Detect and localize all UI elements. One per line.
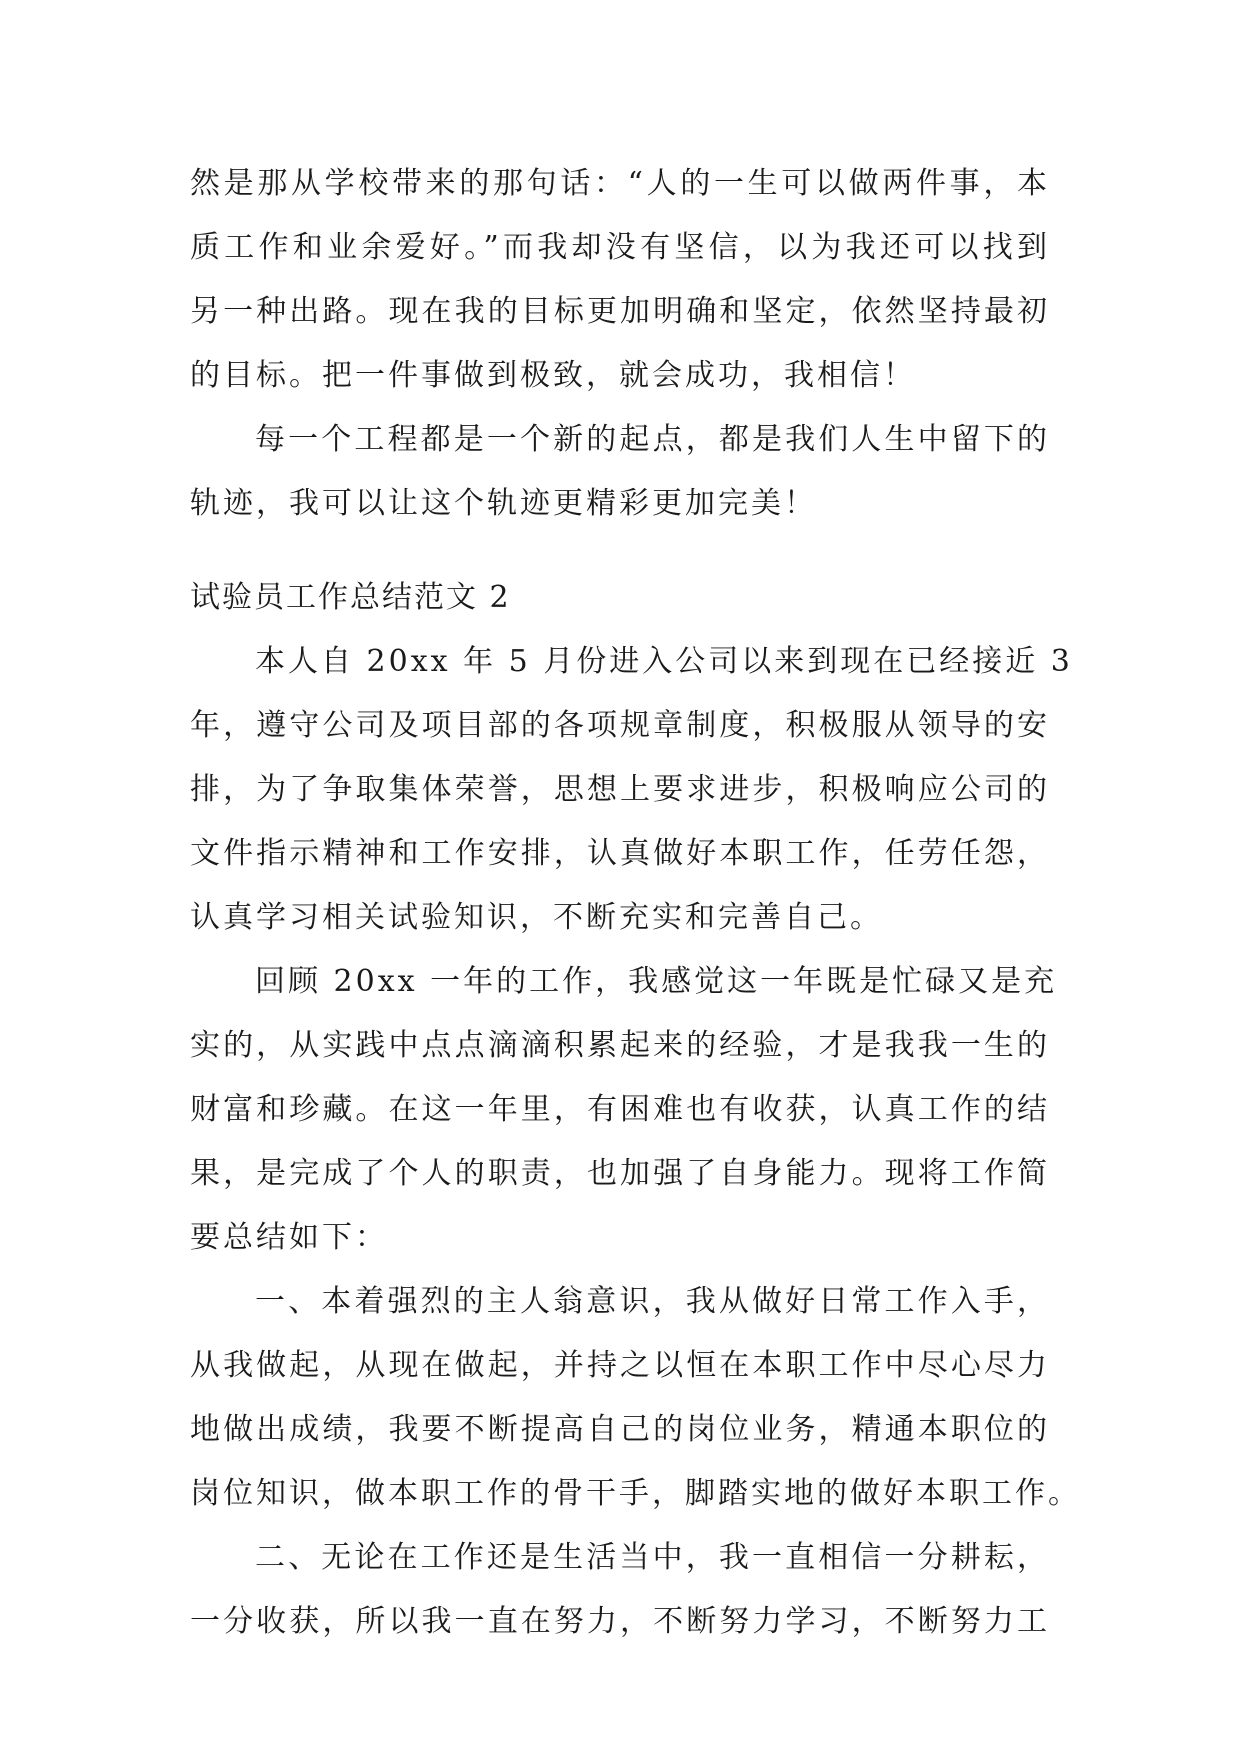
section-title: 试验员工作总结范文 2 — [190, 580, 511, 615]
paragraph-3-line-3: 排，为了争取集体荣誉，思想上要求进步，积极响应公司的 — [190, 772, 1050, 807]
paragraph-4-line-3: 财富和珍藏。在这一年里，有困难也有收获，认真工作的结 — [190, 1092, 1050, 1127]
paragraph-3-line-5: 认真学习相关试验知识，不断充实和完善自己。 — [190, 900, 883, 935]
paragraph-3-line-4: 文件指示精神和工作安排，认真做好本职工作，任劳任怨， — [190, 836, 1050, 871]
paragraph-6-line-2: 一分收获，所以我一直在努力，不断努力学习，不断努力工 — [190, 1604, 1050, 1639]
paragraph-2-line-1: 每一个工程都是一个新的起点，都是我们人生中留下的 — [255, 422, 1050, 457]
body-text-bottom — [190, 630, 1081, 1654]
paragraph-5-line-3: 地做出成绩，我要不断提高自己的岗位业务，精通本职位的 — [190, 1412, 1050, 1447]
paragraph-1-line-3: 另一种出路。现在我的目标更加明确和坚定，依然坚持最初 — [190, 294, 1050, 329]
paragraph-1-line-1: 然是那从学校带来的那句话：“人的一生可以做两件事，本 — [190, 166, 1050, 201]
paragraph-5-line-4: 岗位知识，做本职工作的骨干手，脚踏实地的做好本职工作。 — [190, 1476, 1081, 1511]
paragraph-1-line-4: 的目标。把一件事做到极致，就会成功，我相信！ — [190, 358, 916, 393]
paragraph-4-line-1: 回顾 20xx 一年的工作，我感觉这一年既是忙碌又是充 — [255, 964, 1058, 999]
paragraph-5-line-1: 一、本着强烈的主人翁意识，我从做好日常工作入手， — [255, 1284, 1050, 1319]
paragraph-4-line-5: 要总结如下： — [190, 1220, 388, 1255]
paragraph-4-line-2: 实的，从实践中点点滴滴积累起来的经验，才是我我一生的 — [190, 1028, 1050, 1063]
paragraph-3-line-1: 本人自 20xx 年 5 月份进入公司以来到现在已经接近 3 — [255, 644, 1073, 679]
paragraph-5-line-2: 从我做起，从现在做起，并持之以恒在本职工作中尽心尽力 — [190, 1348, 1050, 1383]
paragraph-1-line-2: 质工作和业余爱好。”而我却没有坚信，以为我还可以找到 — [190, 230, 1050, 265]
paragraph-3-line-2: 年，遵守公司及项目部的各项规章制度，积极服从领导的安 — [190, 708, 1050, 743]
paragraph-4-line-4: 果，是完成了个人的职责，也加强了自身能力。现将工作简 — [190, 1156, 1050, 1191]
paragraph-2-line-2: 轨迹，我可以让这个轨迹更精彩更加完美！ — [190, 486, 817, 521]
paragraph-6-line-1: 二、无论在工作还是生活当中，我一直相信一分耕耘， — [255, 1540, 1050, 1575]
body-text-top — [190, 152, 1050, 536]
